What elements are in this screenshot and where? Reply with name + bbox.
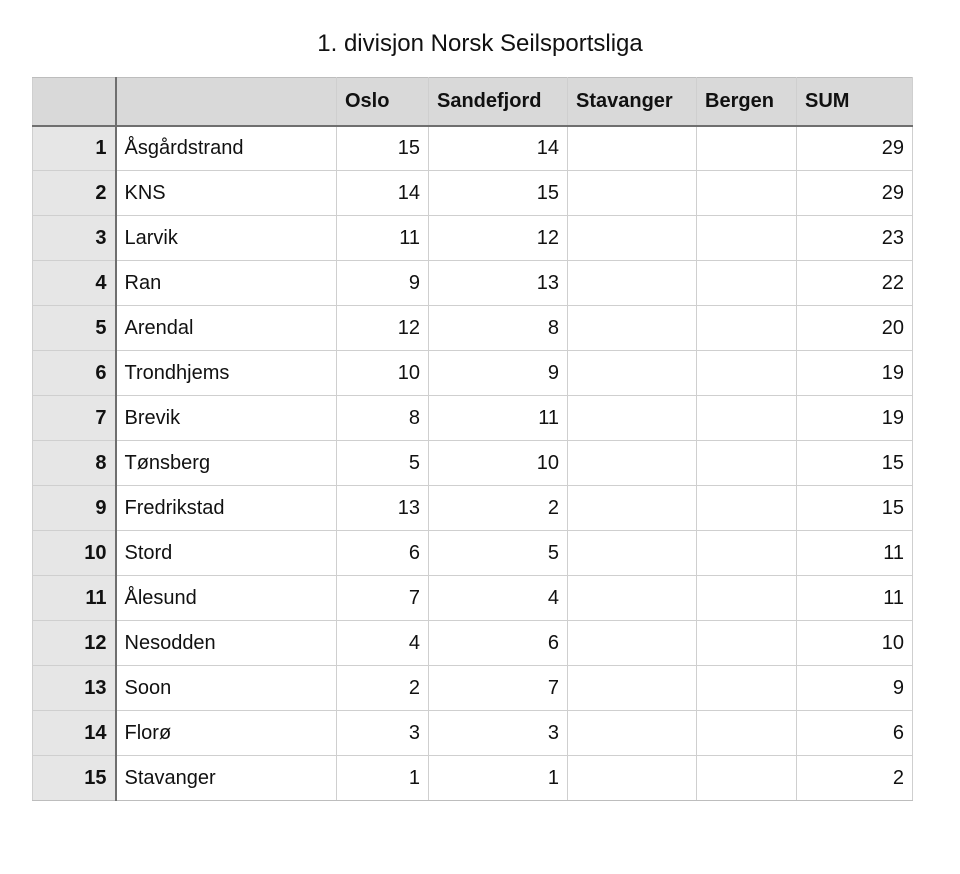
rank-cell: 11 bbox=[33, 576, 116, 621]
table-row bbox=[33, 306, 913, 351]
stavanger-cell bbox=[568, 126, 697, 171]
club-cell: Florø bbox=[116, 711, 337, 756]
stavanger-cell bbox=[568, 351, 697, 396]
rank-cell: 1 bbox=[33, 126, 116, 171]
header-row bbox=[33, 78, 913, 126]
header-sandefjord: Sandefjord bbox=[429, 78, 568, 126]
bergen-cell bbox=[697, 351, 797, 396]
header-rank bbox=[33, 78, 116, 126]
oslo-cell: 12 bbox=[337, 306, 429, 351]
club-cell: Nesodden bbox=[116, 621, 337, 666]
table-row bbox=[33, 216, 913, 261]
club-cell: Åsgårdstrand bbox=[116, 126, 337, 171]
rank-cell: 5 bbox=[33, 306, 116, 351]
sum-cell: 19 bbox=[797, 396, 913, 441]
sandefjord-cell: 10 bbox=[429, 441, 568, 486]
club-cell: Tønsberg bbox=[116, 441, 337, 486]
stavanger-cell bbox=[568, 711, 697, 756]
table-row bbox=[33, 756, 913, 801]
stavanger-cell bbox=[568, 621, 697, 666]
club-cell: Larvik bbox=[116, 216, 337, 261]
table-row bbox=[33, 711, 913, 756]
table-row bbox=[33, 396, 913, 441]
oslo-cell: 13 bbox=[337, 486, 429, 531]
club-cell: Brevik bbox=[116, 396, 337, 441]
rank-cell: 3 bbox=[33, 216, 116, 261]
table-row bbox=[33, 576, 913, 621]
table-row bbox=[33, 261, 913, 306]
oslo-cell: 11 bbox=[337, 216, 429, 261]
bergen-cell bbox=[697, 711, 797, 756]
standings-table bbox=[32, 77, 913, 801]
club-cell: Trondhjems bbox=[116, 351, 337, 396]
club-cell: Arendal bbox=[116, 306, 337, 351]
oslo-cell: 9 bbox=[337, 261, 429, 306]
oslo-cell: 6 bbox=[337, 531, 429, 576]
sum-cell: 15 bbox=[797, 441, 913, 486]
sum-cell: 15 bbox=[797, 486, 913, 531]
table-row bbox=[33, 621, 913, 666]
stavanger-cell bbox=[568, 216, 697, 261]
sum-cell: 11 bbox=[797, 531, 913, 576]
table-row bbox=[33, 441, 913, 486]
bergen-cell bbox=[697, 576, 797, 621]
sandefjord-cell: 12 bbox=[429, 216, 568, 261]
stavanger-cell bbox=[568, 576, 697, 621]
bergen-cell bbox=[697, 666, 797, 711]
sum-cell: 10 bbox=[797, 621, 913, 666]
sum-cell: 20 bbox=[797, 306, 913, 351]
sandefjord-cell: 7 bbox=[429, 666, 568, 711]
sandefjord-cell: 1 bbox=[429, 756, 568, 801]
sandefjord-cell: 11 bbox=[429, 396, 568, 441]
oslo-cell: 4 bbox=[337, 621, 429, 666]
sandefjord-cell: 6 bbox=[429, 621, 568, 666]
bergen-cell bbox=[697, 486, 797, 531]
club-cell: Soon bbox=[116, 666, 337, 711]
rank-cell: 7 bbox=[33, 396, 116, 441]
sandefjord-cell: 2 bbox=[429, 486, 568, 531]
oslo-cell: 14 bbox=[337, 171, 429, 216]
rank-cell: 6 bbox=[33, 351, 116, 396]
bergen-cell bbox=[697, 261, 797, 306]
rank-cell: 2 bbox=[33, 171, 116, 216]
club-cell: Stavanger bbox=[116, 756, 337, 801]
sandefjord-cell: 15 bbox=[429, 171, 568, 216]
table-row bbox=[33, 486, 913, 531]
sum-cell: 29 bbox=[797, 126, 913, 171]
sandefjord-cell: 13 bbox=[429, 261, 568, 306]
table-row bbox=[33, 666, 913, 711]
oslo-cell: 2 bbox=[337, 666, 429, 711]
bergen-cell bbox=[697, 396, 797, 441]
oslo-cell: 7 bbox=[337, 576, 429, 621]
sandefjord-cell: 14 bbox=[429, 126, 568, 171]
bergen-cell bbox=[697, 441, 797, 486]
rank-cell: 14 bbox=[33, 711, 116, 756]
header-oslo: Oslo bbox=[337, 78, 429, 126]
oslo-cell: 10 bbox=[337, 351, 429, 396]
table-row bbox=[33, 531, 913, 576]
sandefjord-cell: 9 bbox=[429, 351, 568, 396]
header-stavanger: Stavanger bbox=[568, 78, 697, 126]
bergen-cell bbox=[697, 756, 797, 801]
sum-cell: 23 bbox=[797, 216, 913, 261]
club-cell: Ran bbox=[116, 261, 337, 306]
club-cell: Fredrikstad bbox=[116, 486, 337, 531]
bergen-cell bbox=[697, 306, 797, 351]
bergen-cell bbox=[697, 621, 797, 666]
rank-cell: 9 bbox=[33, 486, 116, 531]
sum-cell: 9 bbox=[797, 666, 913, 711]
table-row bbox=[33, 126, 913, 171]
sandefjord-cell: 5 bbox=[429, 531, 568, 576]
club-cell: KNS bbox=[116, 171, 337, 216]
sum-cell: 22 bbox=[797, 261, 913, 306]
sum-cell: 2 bbox=[797, 756, 913, 801]
sandefjord-cell: 3 bbox=[429, 711, 568, 756]
oslo-cell: 3 bbox=[337, 711, 429, 756]
sum-cell: 11 bbox=[797, 576, 913, 621]
table-row bbox=[33, 171, 913, 216]
stavanger-cell bbox=[568, 666, 697, 711]
header-bergen: Bergen bbox=[697, 78, 797, 126]
club-cell: Stord bbox=[116, 531, 337, 576]
bergen-cell bbox=[697, 531, 797, 576]
rank-cell: 12 bbox=[33, 621, 116, 666]
oslo-cell: 5 bbox=[337, 441, 429, 486]
rank-cell: 4 bbox=[33, 261, 116, 306]
club-cell: Ålesund bbox=[116, 576, 337, 621]
bergen-cell bbox=[697, 126, 797, 171]
table-row bbox=[33, 351, 913, 396]
oslo-cell: 1 bbox=[337, 756, 429, 801]
rank-cell: 13 bbox=[33, 666, 116, 711]
header-sum: SUM bbox=[797, 78, 913, 126]
rank-cell: 8 bbox=[33, 441, 116, 486]
oslo-cell: 15 bbox=[337, 126, 429, 171]
stavanger-cell bbox=[568, 171, 697, 216]
sandefjord-cell: 4 bbox=[429, 576, 568, 621]
stavanger-cell bbox=[568, 756, 697, 801]
stavanger-cell bbox=[568, 306, 697, 351]
stavanger-cell bbox=[568, 531, 697, 576]
stavanger-cell bbox=[568, 441, 697, 486]
stavanger-cell bbox=[568, 396, 697, 441]
header-club bbox=[116, 78, 337, 126]
oslo-cell: 8 bbox=[337, 396, 429, 441]
rank-cell: 10 bbox=[33, 531, 116, 576]
sum-cell: 29 bbox=[797, 171, 913, 216]
sandefjord-cell: 8 bbox=[429, 306, 568, 351]
stavanger-cell bbox=[568, 261, 697, 306]
stavanger-cell bbox=[568, 486, 697, 531]
bergen-cell bbox=[697, 216, 797, 261]
sum-cell: 6 bbox=[797, 711, 913, 756]
page-title: 1. divisjon Norsk Seilsportsliga bbox=[317, 30, 643, 57]
rank-cell: 15 bbox=[33, 756, 116, 801]
sum-cell: 19 bbox=[797, 351, 913, 396]
bergen-cell bbox=[697, 171, 797, 216]
